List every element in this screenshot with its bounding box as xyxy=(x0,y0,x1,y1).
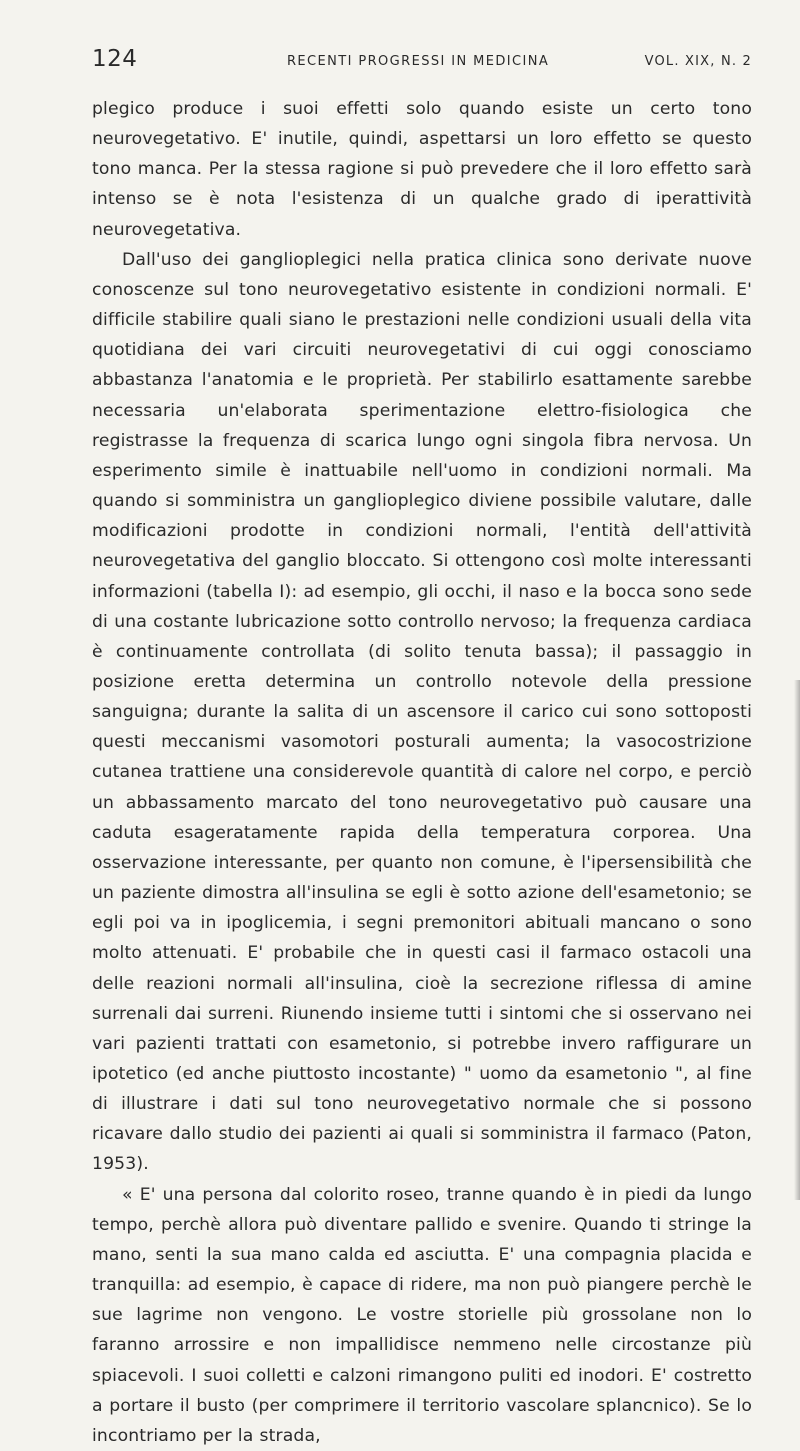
running-title: RECENTI PROGRESSI IN MEDICINA xyxy=(287,54,550,69)
page-number: 124 xyxy=(92,46,138,72)
article-body xyxy=(92,94,752,1451)
paragraph-1: plegico produce i suoi effetti solo quando esiste un certo tono neurovegetativo. E' inutile, quindi, aspettarsi un loro effetto se questo tono manca. Per la stessa ragione si può prevedere che il loro effetto sarà intenso se è nota l'esistenza di un qualche grado di iperattività neurovegetativa. xyxy=(92,99,752,240)
page-header xyxy=(92,46,752,82)
page-edge-shadow xyxy=(794,680,800,1200)
paragraph-3: « E' una persona dal colorito roseo, tranne quando è in piedi da lungo tempo, perchè allora può diventare pallido e svenire. Quando ti stringe la mano, senti la sua mano calda ed asciutta. E' una compagnia placida e tranquilla: ad esempio, è capace di ridere, ma non può piangere perchè le sue lagrime non vengono. Le vostre storielle più grossolane non lo faranno arrossire e non impallidisce nemmeno nelle circostanze più spiacevoli. I suoi colletti e calzoni rimangono puliti ed inodori. E' costretto a portare il busto (per comprimere il territorio vascolare splancnico). Se lo incontriamo per la strada, xyxy=(92,1184,752,1446)
paragraph-2: Dall'uso dei ganglioplegici nella pratica clinica sono derivate nuove conoscenze sul tono neurovegetativo esistente in condizioni normali. E' difficile stabilire quali siano le prestazioni nelle condizioni usuali della vita quotidiana dei vari circuiti neurovegetativi di cui oggi conosciamo abbastanza l'anatomia e le proprietà. Per stabilirlo esattamente sarebbe necessaria un'elaborata sperimentazione elettro-fisiologica che registrasse la frequenza di scarica lungo ogni singola fibra nervosa. Un esperimento simile è inattuabile nell'uomo in condizioni normali. Ma quando si somministra un ganglioplegico diviene possibile valutare, dalle modificazioni prodotte in condizioni normali, l'entità dell'attività neurovegetativa del ganglio bloccato. Si ottengono così molte interessanti informazioni (tabella I): ad esempio, gli occhi, il naso e la bocca sono sede di una costante lubricazione sotto controllo nervoso; la frequenza cardiaca è continuamente controllata (di solito tenuta bassa); il passaggio in posizione eretta determina un controllo notevole della pressione sanguigna; durante la salita di un ascensore il carico cui sono sottoposti questi meccanismi vasomotori posturali aumenta; la vasocostrizione cutanea trattiene una considerevole quantità di calore nel corpo, e perciò un abbassamento marcato del tono neurovegetativo può causare una caduta esageratamente rapida della temperatura corporea. Una osservazione interessante, per quanto non comune, è l'ipersensibilità che un paziente dimostra all'insulina se egli è sotto azione dell'esametonio; se egli poi va in ipoglicemia, i segni premonitori abituali mancano o sono molto attenuati. E' probabile che in questi casi il farmaco ostacoli una delle reazioni normali all'insulina, cioè la secrezione riflessa di amine surrenali dai surreni. Riunendo insieme tutti i sintomi che si osservano nei vari pazienti trattati con esametonio, si potrebbe invero raffigurare un ipotetico (ed anche piuttosto incostante) " uomo da esametonio ", al fine di illustrare i dati sul tono neurovegetativo normale che si possono ricavare dallo studio dei pazienti ai quali si somministra il farmaco (Paton, 1953). xyxy=(92,249,752,1175)
volume-issue: VOL. XIX, N. 2 xyxy=(644,54,752,69)
